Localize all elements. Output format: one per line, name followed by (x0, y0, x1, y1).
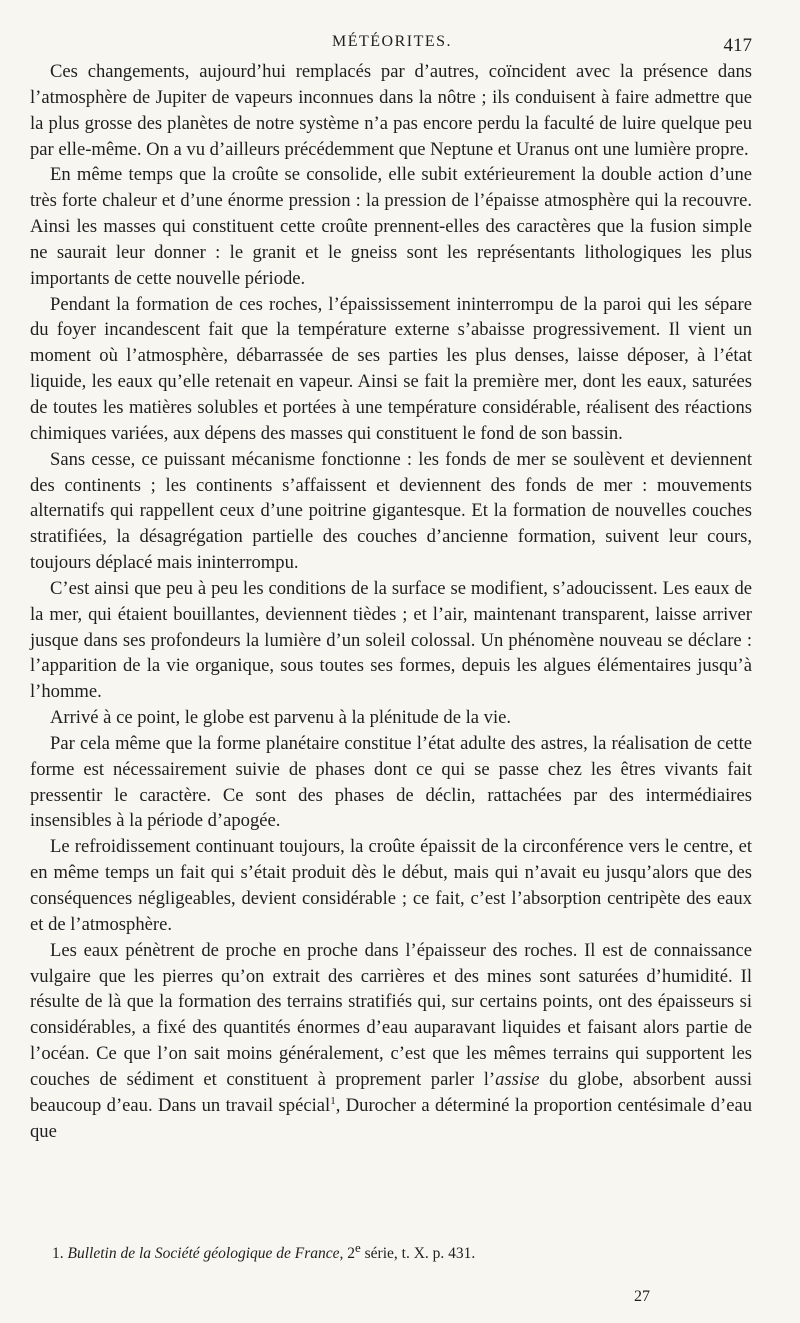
text-segment: Les eaux pénètrent de proche en proche dans l’épaisseur des roches. Il est de connaissance vulgaire que les pierres qu’on extrait des carrières et des mines sont saturées d’humidité. Il résulte de là que la formation des terrains stratifiés qui, sur certains points, ont des épaisseurs si considérables, a fixé des quantités énormes d’eau auparavant liquides et faisant alors partie de l’océan. Ce que l’on sait moins généralement, c’est que les mêmes terrains qui supportent les couches de sédiment et constituent à proprement parler l’ (30, 939, 752, 1090)
footnote-series-suffix: e (355, 1240, 361, 1255)
italic-term: assise (495, 1068, 540, 1090)
page-number: 417 (723, 35, 752, 56)
paragraph: En même temps que la croûte se consolide, elle subit extérieurement la double action d’une très forte chaleur et d’une énorme pression : la pression de l’épaisse atmosphère qui la recouvre. Ainsi les masses qui constituent cette croûte prennent-elles des caractères que la fusion simple ne saurait leur donner : le granit et le gneiss sont les représentants lithologiques les plus importants de cette nouvelle période. (30, 164, 752, 289)
paragraph: C’est ainsi que peu à peu les conditions de la surface se modifient, s’adoucissent. Les eaux de la mer, qui étaient bouillantes, deviennent tièdes ; et l’air, maintenant transparent, laisse arriver jusque dans ses profondeurs la lumière d’un soleil colossal. Un phénomène nouveau se déclare : l’apparition de la vie organique, sous toutes ses formes, depuis les algues élémentaires jusqu’à l’homme. (30, 577, 752, 703)
footnote-series: 2 (347, 1245, 356, 1263)
paragraph: Pendant la formation de ces roches, l’épaississement ininterrompu de la paroi qui les sépare du foyer incandescent fait que la température externe s’abaisse progressivement. Il vient un moment où l’atmosphère, débarrassée de ses parties les plus denses, laisse déposer, à l’état liquide, les eaux qu’elle retenait en vapeur. Ainsi se fait la première mer, dont les eaux, saturées de toutes les matières solubles et portées à une température considérable, réalisent des réactions chimiques variées, aux dépens des masses qui constituent le fond de son bassin. (30, 293, 752, 444)
paragraph: Arrivé à ce point, le globe est parvenu à la plénitude de la vie. (50, 707, 512, 729)
footnote-reference: 1 (330, 1094, 336, 1107)
paragraph: Ces changements, aujourd’hui remplacés par d’autres, coïncident avec la présence dans l’atmosphère de Jupiter de vapeurs inconnues dans la nôtre ; ils conduisent à faire admettre que la plus grosse des planètes de notre système n’a pas encore perdu la faculté de luire quelque peu par elle-même. On a vu d’ailleurs précédemment que Neptune et Uranus ont une lumière propre. (30, 61, 752, 160)
paragraph (30, 938, 752, 1145)
footnote-source: Bulletin de la Société géologique de France, (67, 1245, 344, 1263)
paragraph: Par cela même que la forme planétaire constitue l’état adulte des astres, la réalisation de cette forme est nécessairement suivie de phases dont ce qui se passe chez les êtres vivants fait pressentir le caractère. Ce sont des phases de déclin, rattachées par des intermédiaires insensibles à la période d’apogée. (30, 732, 752, 832)
footnote-details: série, t. X. p. 431. (364, 1245, 476, 1263)
body-text (30, 59, 752, 1144)
running-title: MÉTÉORITES. (331, 33, 453, 50)
text-segment: , Durocher a déterminé la proportion centésimale d’eau que (30, 1094, 752, 1142)
paragraph: Sans cesse, ce puissant mécanisme fonctionne : les fonds de mer se soulèvent et deviennent des continents ; les continents s’affaissent et deviennent des fonds de mer : mouvements alternatifs qui rappellent ceux d’une poitrine gigantesque. Et la formation de nouvelles couches stratifiées, la désagrégation partielle des couches d’ancienne formation, suivent leur cours, toujours déplacé mais ininterrompu. (30, 448, 752, 574)
signature-mark: 27 (634, 1288, 650, 1305)
text-segment: du globe, absorbent aussi beaucoup d’eau. Dans un travail spécial (30, 1068, 752, 1116)
page-header (32, 33, 752, 55)
paragraph: Le refroidissement continuant toujours, la croûte épaissit de la circonférence vers le centre, et en même temps un fait qui s’était produit dès le début, mais qui n’avait eu jusqu’alors que des conséquences négligeables, devient considérable ; ce fait, c’est l’absorption centripète des eaux et de l’atmosphère. (30, 836, 752, 935)
footnote (52, 1240, 752, 1263)
footnote-marker: 1. (52, 1245, 64, 1263)
